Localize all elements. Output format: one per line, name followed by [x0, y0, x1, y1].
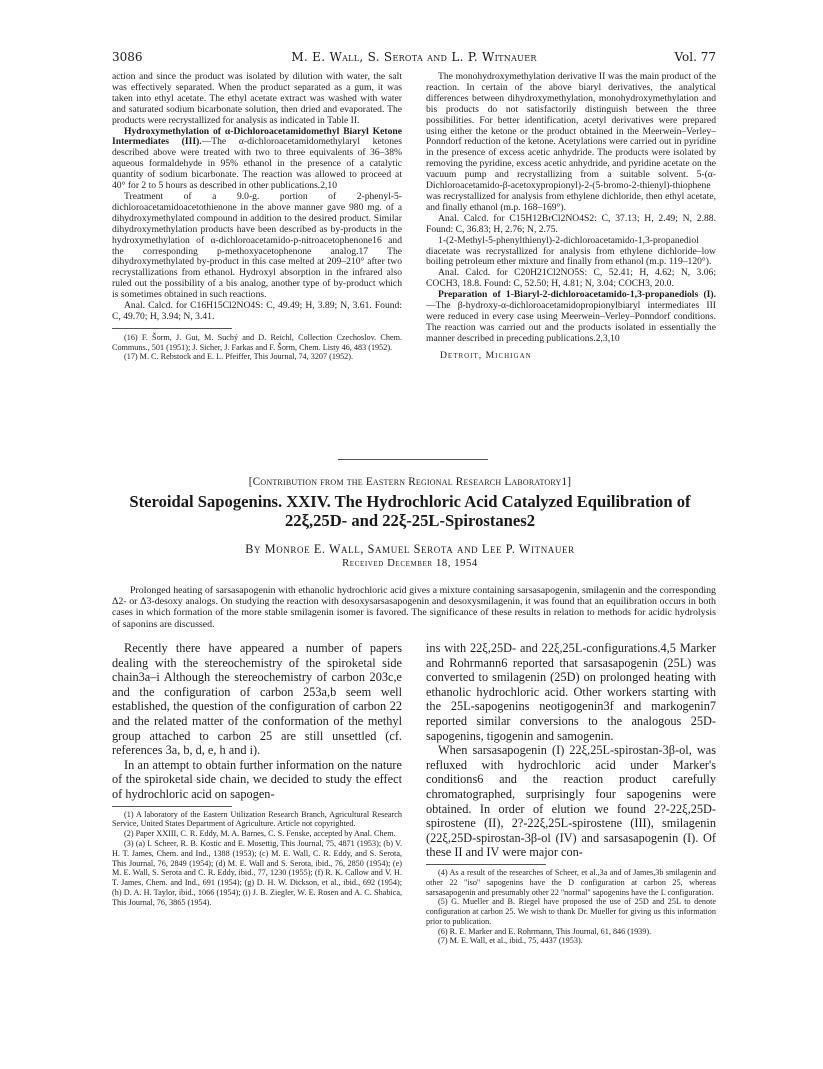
section-heading: Hydroxymethylation of α-Dichloroacetamidomethyl Biaryl Ketone Intermediates (III). [112, 125, 402, 148]
authors: By Monroe E. Wall, Samuel Serota and Lee P. Witnauer [245, 542, 575, 556]
paragraph: Treatment of a 9.0-g. portion of 2-phenyl-5-dichloroacetamidoacetothienone in the above manner gave 980 mg. of a dihydroxymethylated compound in addition to the desired product. Similar dihydroxymethylation products have been described as by-products in the hydroxymethylation of α-dichloroacetamido-p-nitroacetophenone16 and the corresponding p-methoxyacetophenone analog.17 The dihydroxymethylated by-product in this case melted at 209–210° after two recrystallizations from ethanol. Hydroxyl absorption in the infrared also ruled out the possibility of a bis analog, another type of by-product which is sometimes obtained in such reactions. [112, 190, 402, 301]
paragraph: 1-(2-Methyl-5-phenylthienyl)-2-dichloroacetamido-1,3-propanediol diacetate was recrystallized for analysis from ethylene dichloride–low boiling petroleum ether mixture and finally from ethanol (m.p. 119–120°). [426, 234, 716, 268]
paragraph: Recently there have appeared a number of papers dealing with the stereochemistry of the spiroketal side chain3a–i Although the stereochemistry of carbon 203c,e and the configuration of carbon 253a,b seem well established, the question of the configuration of carbon 22 and the related matter of the conformation of the methyl group attached to carbon 25 are still unsettled (cf. references 3a, b, d, e, h and i). [112, 641, 402, 758]
footnote: (6) R. E. Marker and E. Rohrmann, This Journal, 61, 846 (1939). [438, 926, 652, 936]
location: Detroit, Michigan [440, 349, 532, 361]
footnote: (7) M. E. Wall, et al., ibid., 75, 4437 (1953). [438, 936, 583, 946]
footnote: (4) As a result of the researches of Scheer, et al.,3a and of James,3b smilagenin and other 22 "iso" sapogenins have the D configuration at carbon 25, whereas sarsasapogenin and presumably other 22 "normal" sapogenins have the L configuration. [426, 867, 716, 897]
page-number: 3086 [112, 50, 143, 64]
footnote-rule [426, 864, 546, 865]
title-line: Steroidal Sapogenins. XXIV. The Hydrochloric Acid Catalyzed Equilibration of [129, 492, 691, 511]
article-title [90, 492, 730, 530]
paragraph: In an attempt to obtain further information on the nature of the spiroketal side chain, we decided to study the effect of hydrochloric acid on sapogen- [112, 757, 402, 801]
footnote: (5) G. Mueller and B. Riegel have proposed the use of 25D and 25L to denote configuration at carbon 25. We wish to thank Dr. Mueller for giving us this information prior to publication. [426, 897, 716, 926]
paragraph: When sarsasapogenin (I) 22ξ,25L-spirostan-3β-ol, was refluxed with hydrochloric acid under Marker's conditions6 and the reaction product carefully chromatographed, surprisingly four sapogenins were obtained. In order of elution we found 2?-22ξ,25D-spirostene (II), 2?-22ξ,25L-spirostene (III), smilagenin (22ξ,25D-spirostan-3β-ol (IV) and sarsasapogenin (I). Of these II and IV were major con- [426, 743, 716, 860]
abstract: Prolonged heating of sarsasapogenin with ethanolic hydrochloric acid gives a mixture containing sarsasapogenin, smilagenin and the corresponding Δ2- or Δ3-desoxy analogs. On studying the reaction with desoxysarsasapogenin and desoxysmilagenin, it was found that an equilibration occurs in both cases in which formation of the more stable smilagenin isomer is favored. The significance of these results in relation to methods for acidic hydrolysis of saponins are discussed. [112, 585, 716, 630]
title-line: 22ξ,25D- and 22ξ-25L-Spirostanes2 [284, 511, 536, 530]
contribution-line: [Contribution from the Eastern Regional Research Laboratory1] [248, 476, 572, 488]
analysis-line: Anal. Calcd. for C15H12BrCl2NO4S2: C, 37.13; H, 2.49; N, 2.88. Found: C, 36.83; H, 2.76; N, 2.75. [426, 212, 716, 235]
left-column-bottom [112, 641, 402, 908]
section-heading: Preparation of 1-Biaryl-2-dichloroacetamido-1,3-propanediols (I). [438, 289, 716, 301]
paragraph-text: —The β-hydroxy-α-dichloroacetamidopropionylbiaryl intermediates III were reduced in every case using Meerwein–Verley–Ponndorf conditions. The reaction was carried out and the products isolated in essentially the manner described in preceding publications.2,3,10 [426, 300, 716, 344]
right-column-bottom [426, 641, 716, 946]
section-divider [338, 459, 488, 460]
paragraph-text: —The α-dichloroacetamidomethylaryl ketones described above were treated with two to three equivalents of 36–38% aqueous formaldehyde in 95% ethanol in the presence of a catalytic quantity of sodium bicarbonate. The reaction was allowed to proceed at 40° for 2 to 5 hours as described in other publications.2,10 [112, 136, 402, 192]
paragraph [112, 127, 402, 192]
footnote: (3) (a) I. Scheer, R. B. Kostic and E. Mosettig, This Journal, 75, 4871 (1953); (b) V. H. T. James, Chem. and Ind., 1388 (1953); (c) M. E. Wall, C. R. Eddy, and S. Serota, This Journal, 76, 2849 (1954); (d) M. E. Wall and S. Serota, ibid., 76, 2850 (1954); (e) M. E. Wall, S. Serota and C. R. Eddy, ibid., 77, 1230 (1955); (f) R. K. Callow and V. H. T. James, Chem. and Ind., 691 (1954); (g) D. H. W. Dickson, et al., ibid., 692 (1954); (h) D. A. H. Taylor, ibid., 1066 (1954); (i) J. B. Ziegler, W. E. Rosen and A. C. Shabica, This Journal, 76, 3865 (1954). [112, 838, 402, 907]
volume-label: Vol. 77 [674, 50, 716, 64]
received-date: Received December 18, 1954 [342, 558, 478, 569]
left-column-top [112, 72, 402, 362]
analysis-line: Anal. Calcd. for C20H21Cl2NO5S: C, 52.41; H, 4.62; N, 3.06; COCH3, 18.8. Found: C, 52.50; H, 4.81; N, 3.04; COCH3, 20.0. [426, 267, 716, 290]
paragraph: action and since the product was isolated by dilution with water, the salt was effectively separated. When the product separated as a gum, it was taken into ethyl acetate. The ethyl acetate extract was washed with water and saturated sodium bicarbonate solution, then dried and evaporated. The products were recrystallized for analysis as indicated in Table II. [112, 71, 402, 126]
paragraph: ins with 22ξ,25D- and 22ξ,25L-configurations.4,5 Marker and Rohrmann6 reported that sarsasapogenin (25L) was converted to smilagenin (25D) on prolonged heating with ethanolic hydrochloric acid. Other workers starting with the 25L-sapogenins neotigogenin3f and markogenin7 reported similar conversions to the analogous 25D-sapogenins, tigogenin and samogenin. [426, 641, 716, 743]
paragraph: The monohydroxymethylation derivative II was the main product of the reaction. In certain of the above biaryl derivatives, the analytical differences between dihydroxymethylation, monohydroxymethylation and bis products do not satisfactorily distinguish between the three possibilities. For better identification, acetyl derivatives were prepared using either the ketone or the product obtained in the Meerwein–Verley–Ponndorf reduction of the ketone. Acetylations were carried out in pyridine in the presence of excess acetic anhydride. The products were isolated by removing the pyridine, excess acetic anhydride, and pyridine acetate on the vacuum pump and recrystallizing from a suitable solvent. 5-(α-Dichloroacetamido-β-acetoxypropionyl)-2-(5-bromo-2-thienyl)-thiophene was recrystallized for analysis from ethylene dichloride, then ethyl acetate, and finally ethanol (m.p. 168–169°). [426, 71, 716, 213]
footnote: (16) F. Šorm, J. Gut, M. Suchý and D. Reichl, Collection Czechoslov. Chem. Communs., 501 (1951); J. Sicher, J. Farkas and F. Šorm, Chem. Listy 46, 483 (1952). [112, 332, 402, 352]
footnote-rule [112, 806, 232, 807]
running-header [112, 50, 716, 66]
running-title: M. E. Wall, S. Serota and L. P. Witnauer [291, 50, 537, 64]
footnote: (17) M. C. Rebstock and E. L. Pfeiffer, This Journal, 74, 3207 (1952). [124, 352, 354, 362]
paragraph [426, 290, 716, 345]
footnote: (2) Paper XXIII, C. R. Eddy, M. A. Barnes, C. S. Fenske, accepted by Anal. Chem. [124, 829, 396, 839]
footnote-rule [112, 328, 232, 329]
analysis-line: Anal. Calcd. for C16H15Cl2NO4S: C, 49.49; H, 3.89; N, 3.61. Found: C, 49.70; H, 3.94; N, 3.41. [112, 300, 402, 322]
right-column-top [426, 72, 716, 362]
footnote: (1) A laboratory of the Eastern Utilization Research Branch, Agricultural Research Service, United States Department of Agriculture. Article not copyrighted. [112, 809, 402, 829]
